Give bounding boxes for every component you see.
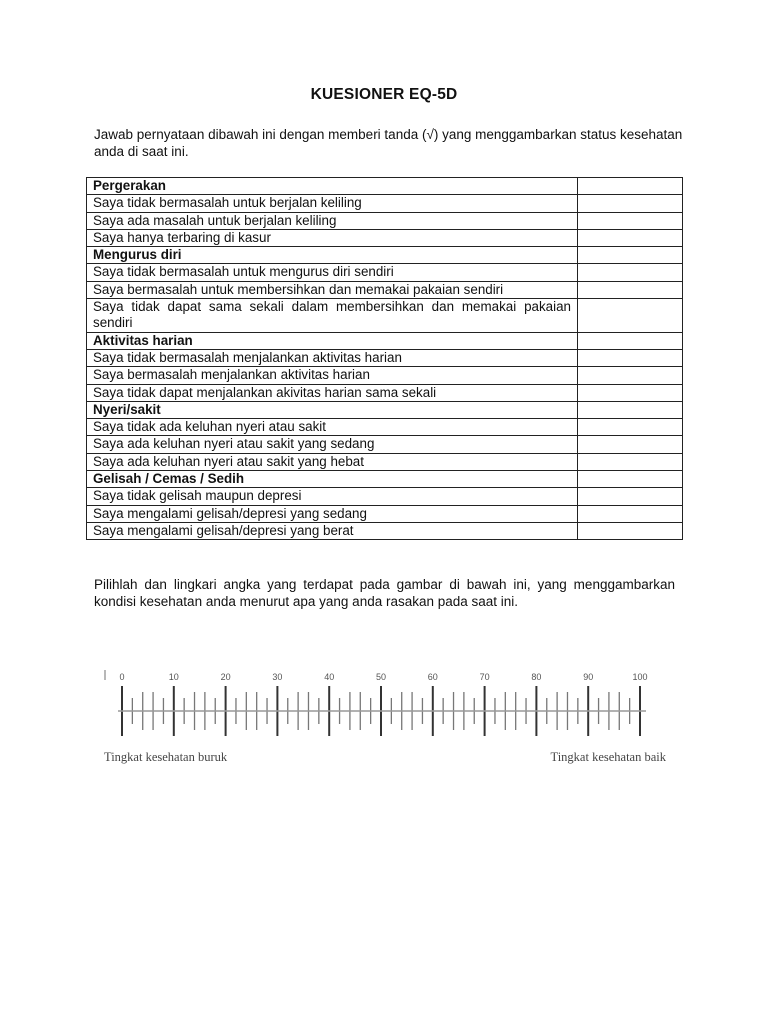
checkmark-cell[interactable] bbox=[578, 212, 683, 229]
statement-row bbox=[87, 299, 683, 333]
questionnaire-table bbox=[86, 177, 683, 540]
statement-text: Saya bermasalah menjalankan aktivitas harian bbox=[87, 367, 578, 384]
scale-tick-label: 20 bbox=[220, 672, 231, 682]
statement-row bbox=[87, 229, 683, 246]
scale-tick-label: 100 bbox=[632, 672, 648, 682]
statement-row bbox=[87, 367, 683, 384]
statement-text: Saya bermasalah untuk membersihkan dan memakai pakaian sendiri bbox=[87, 281, 578, 298]
scale-tick-label: 0 bbox=[119, 672, 125, 682]
section-header-row bbox=[87, 332, 683, 349]
section-title: Aktivitas harian bbox=[87, 332, 578, 349]
statement-row bbox=[87, 281, 683, 298]
statement-text: Saya ada keluhan nyeri atau sakit yang hebat bbox=[87, 453, 578, 470]
scale-tick-label: 40 bbox=[324, 672, 335, 682]
statement-text: Saya tidak bermasalah menjalankan aktivitas harian bbox=[87, 349, 578, 366]
checkmark-cell[interactable] bbox=[578, 522, 683, 539]
statement-text: Saya mengalami gelisah/depresi yang sedang bbox=[87, 505, 578, 522]
statement-row bbox=[87, 384, 683, 401]
checkmark-cell[interactable] bbox=[578, 505, 683, 522]
page-title: KUESIONER EQ-5D bbox=[310, 86, 458, 103]
scale-tick-label: 60 bbox=[427, 672, 438, 682]
scale-tick-label: 80 bbox=[531, 672, 542, 682]
statement-text: Saya tidak dapat sama sekali dalam membersihkan dan memakai pakaian sendiri bbox=[87, 299, 578, 333]
statement-text: Saya ada masalah untuk berjalan keliling bbox=[87, 212, 578, 229]
checkmark-cell[interactable] bbox=[578, 349, 683, 366]
statement-text: Saya tidak bermasalah untuk mengurus diri sendiri bbox=[87, 264, 578, 281]
intro-text: Jawab pernyataan dibawah ini dengan memberi tanda (√) yang menggambarkan status kesehatan anda di saat ini. bbox=[94, 127, 683, 159]
statement-row bbox=[87, 419, 683, 436]
section-blank-cell bbox=[578, 401, 683, 418]
scale-instruction: Pilihlah dan lingkari angka yang terdapat pada gambar di bawah ini, yang menggambarkan kondisi kesehatan anda menurut apa yang anda rasakan pada saat ini. bbox=[94, 577, 675, 609]
checkmark-cell[interactable] bbox=[578, 299, 683, 333]
section-blank-cell bbox=[578, 178, 683, 195]
statement-text: Saya tidak dapat menjalankan akivitas harian sama sekali bbox=[87, 384, 578, 401]
statement-row bbox=[87, 488, 683, 505]
scale-tick-label: 10 bbox=[168, 672, 179, 682]
checkmark-cell[interactable] bbox=[578, 453, 683, 470]
statement-row bbox=[87, 436, 683, 453]
statement-row bbox=[87, 195, 683, 212]
statement-row bbox=[87, 264, 683, 281]
section-blank-cell bbox=[578, 247, 683, 264]
checkmark-cell[interactable] bbox=[578, 281, 683, 298]
statement-text: Saya tidak ada keluhan nyeri atau sakit bbox=[87, 419, 578, 436]
section-title: Pergerakan bbox=[87, 178, 578, 195]
statement-row bbox=[87, 522, 683, 539]
statement-row bbox=[87, 505, 683, 522]
health-scale bbox=[96, 664, 676, 774]
scale-tick-label: 50 bbox=[375, 672, 387, 682]
statement-row bbox=[87, 349, 683, 366]
scale-tick-label: 90 bbox=[583, 672, 594, 682]
statement-row bbox=[87, 212, 683, 229]
section-header-row bbox=[87, 247, 683, 264]
checkmark-cell[interactable] bbox=[578, 419, 683, 436]
section-title: Gelisah / Cemas / Sedih bbox=[87, 471, 578, 488]
statement-text: Saya hanya terbaring di kasur bbox=[87, 229, 578, 246]
section-header-row bbox=[87, 471, 683, 488]
statement-row bbox=[87, 453, 683, 470]
health-scale-ruler bbox=[96, 664, 676, 750]
statement-text: Saya ada keluhan nyeri atau sakit yang sedang bbox=[87, 436, 578, 453]
section-header-row bbox=[87, 178, 683, 195]
checkmark-cell[interactable] bbox=[578, 488, 683, 505]
statement-text: Saya tidak bermasalah untuk berjalan keliling bbox=[87, 195, 578, 212]
checkmark-cell[interactable] bbox=[578, 436, 683, 453]
statement-text: Saya mengalami gelisah/depresi yang berat bbox=[87, 522, 578, 539]
section-title: Mengurus diri bbox=[87, 247, 578, 264]
checkmark-cell[interactable] bbox=[578, 229, 683, 246]
statement-text: Saya tidak gelisah maupun depresi bbox=[87, 488, 578, 505]
scale-tick-label: 30 bbox=[272, 672, 283, 682]
scale-right-label: Tingkat kesehatan baik bbox=[550, 750, 666, 764]
scale-left-label: Tingkat kesehatan buruk bbox=[104, 750, 228, 764]
section-blank-cell bbox=[578, 471, 683, 488]
section-blank-cell bbox=[578, 332, 683, 349]
checkmark-cell[interactable] bbox=[578, 384, 683, 401]
section-header-row bbox=[87, 401, 683, 418]
section-title: Nyeri/sakit bbox=[87, 401, 578, 418]
checkmark-cell[interactable] bbox=[578, 367, 683, 384]
checkmark-cell[interactable] bbox=[578, 195, 683, 212]
checkmark-cell[interactable] bbox=[578, 264, 683, 281]
scale-tick-label: 70 bbox=[479, 672, 490, 682]
